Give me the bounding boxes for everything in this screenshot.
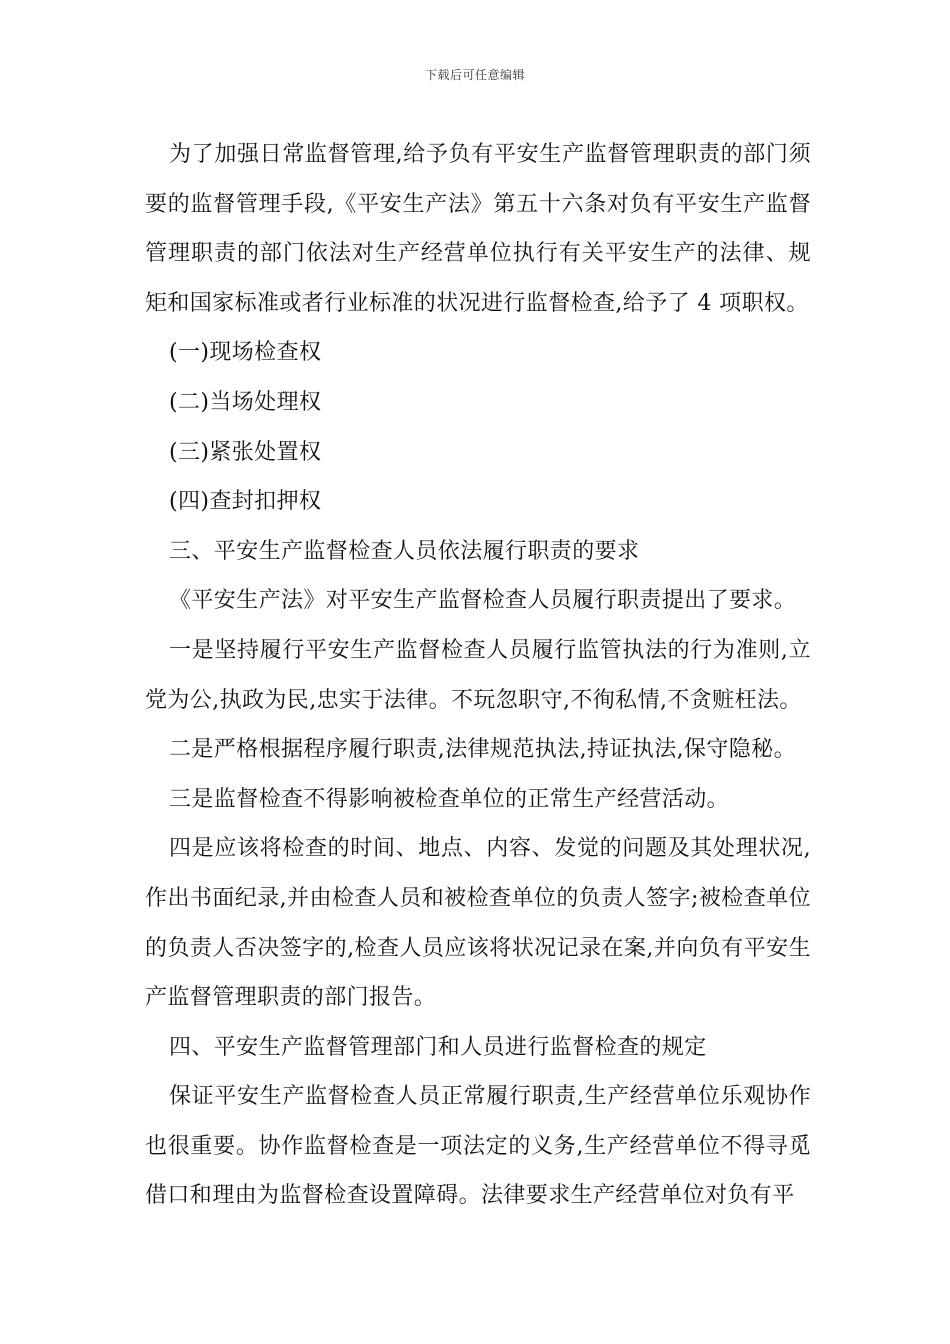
list-item-onsite-handling: (二)当场处理权 [169,389,322,415]
paragraph-requirements-intro: 《平安生产法》对平安生产监督检查人员履行职责提出了要求。 [169,588,797,614]
page-header: 下载后可任意编辑 [424,68,525,82]
paragraph-intro: 为了加强日常监督管理,给予负有平安生产监督管理职责的部门须要的监督管理手段,《平安生产法》第五十六条对负有平安生产监督管理职责的部门依法对生产经营单位执行有关平安生产的法律、规矩和国家标准或者行业标准的状况进行监督检查,给予了 4 项职权。 [145,142,811,316]
document-body [145,130,811,1221]
section-heading-3: 三、平安生产监督检查人员依法履行职责的要求 [169,538,640,564]
section-heading-4: 四、平安生产监督管理部门和人员进行监督检查的规定 [169,1034,707,1060]
paragraph-requirement-1: 一是坚持履行平安生产监督检查人员履行监管执法的行为准则,立党为公,执政为民,忠实于法律。不玩忽职守,不徇私情,不贪赃枉法。 [145,637,811,713]
list-item-emergency-disposal: (三)紧张处置权 [169,439,322,465]
list-item-seizure: (四)查封扣押权 [169,489,322,515]
paragraph-requirement-2: 二是严格根据程序履行职责,法律规范执法,持证执法,保守隐秘。 [169,737,796,763]
list-item-onsite-inspection: (一)现场检查权 [169,340,322,366]
paragraph-cooperation: 保证平安生产监督检查人员正常履行职责,生产经营单位乐观协作也很重要。协作监督检查是一项法定的义务,生产经营单位不得寻觅借口和理由为监督检查设置障碍。法律要求生产经营单位对负有平 [145,1084,811,1209]
paragraph-requirement-3: 三是监督检查不得影响被检查单位的正常生产经营活动。 [169,786,730,812]
paragraph-requirement-4: 四是应该将检查的时间、地点、内容、发觉的问题及其处理状况,作出书面纪录,并由检查人员和被检查单位的负责人签字;被检查单位的负责人否决签字的,检查人员应该将状况记录在案,并向负有平安生产监督管理职责的部门报告。 [145,836,811,1011]
